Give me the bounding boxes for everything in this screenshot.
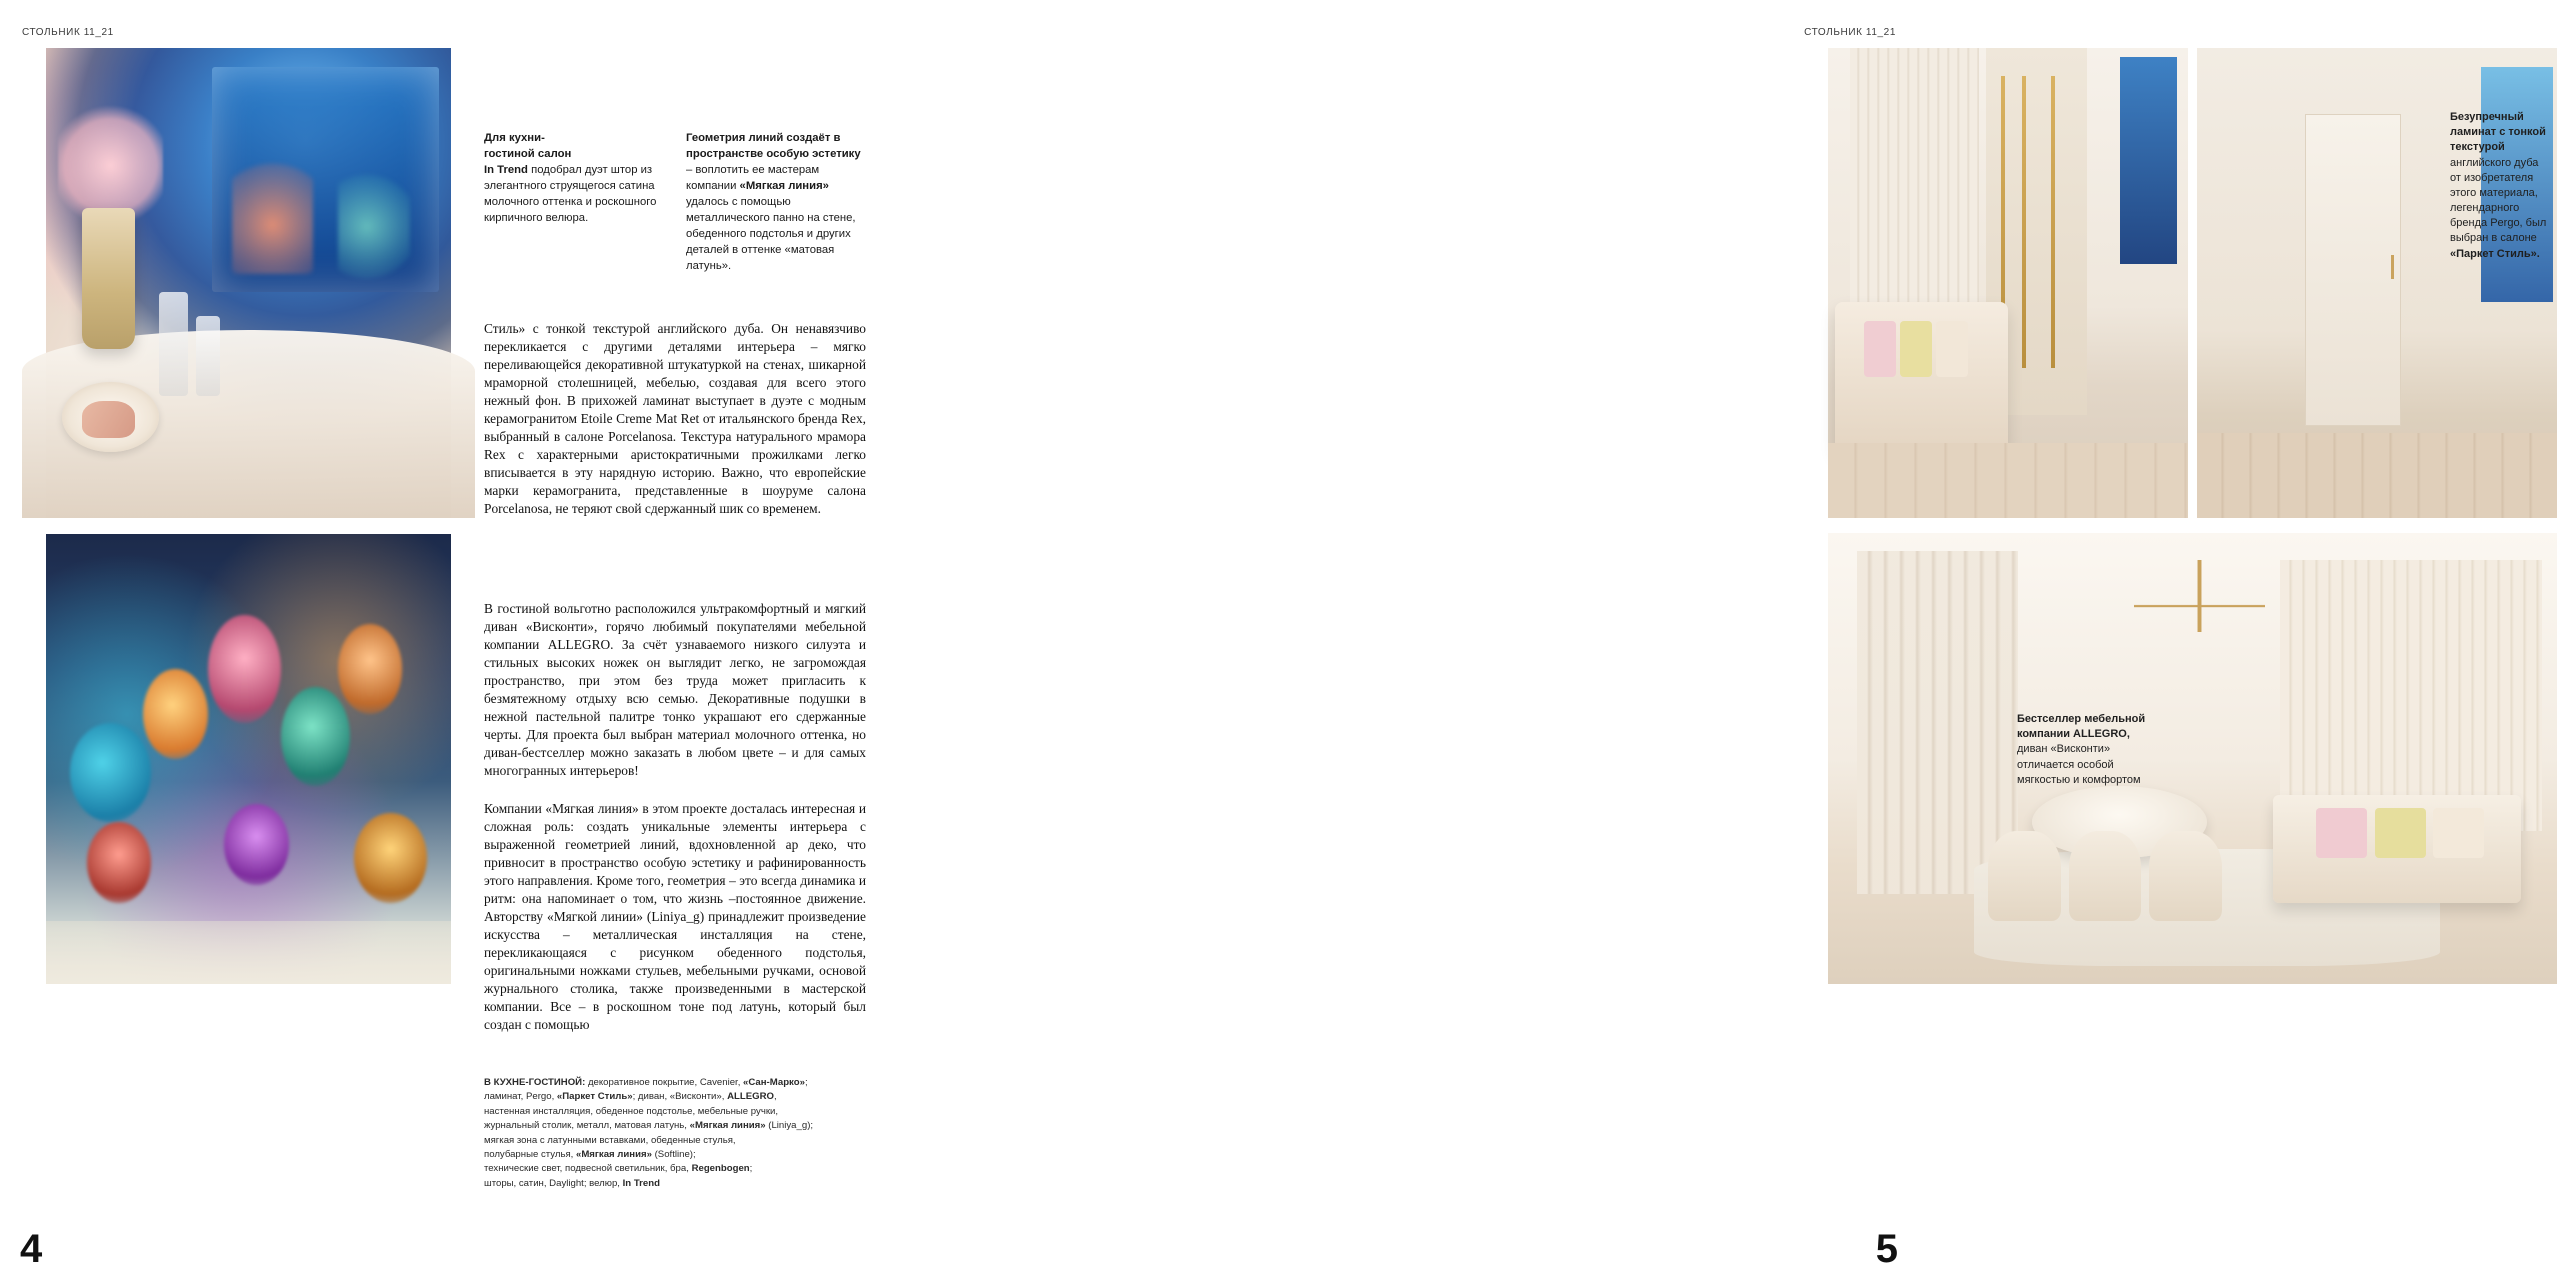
photo-dining-aquarium <box>46 48 451 518</box>
photo-living-wide <box>1828 533 2557 984</box>
credits-block: В КУХНЕ-ГОСТИНОЙ: декоративное покрытие, Cavenier, «Сан-Марко»; ламинат, Pergo, «Паркет Стиль»; диван, «Висконти», ALLEGRO, настенная инсталляция, обеденное подстолье, мебельные ручки, журнальный столик, металл, матовая латунь, «Мягкая линия» (Liniya_g); мягкая зона с латунными вставками, обеденные стулья, полубарные стулья, «Мягкая линия» (Softline); технические свет, подвесной светильник, бра, Regenbogen; шторы, сатин, Daylight; велюр, In Trend <box>484 1077 814 1189</box>
body-paragraph-3: Компании «Мягкая линия» в этом проекте досталась интересная и сложная роль: создать уникальные элементы интерьера с выраженной геометрией линий, вдохновленной ар деко, что привносит в пространство особую эстетику и рафинированность этого направления. Кроме того, геометрия – это всегда динамика и ритм: она напоминает о том, что жизнь –постоянное движение. Авторству «Мягкой линии» (Liniya_g) принадлежит произведение искусства – металлическая инсталляция на стене, перекликающаяся с рисунком обеденного подстолья, оригинальными ножками стульев, мебельными ручками, основой журнального столика, также произведенными в мастерской компании. Все – в роскошном тоне под латунь, который был создан с помощью <box>484 801 866 1033</box>
page-right <box>960 0 2547 1287</box>
intro-column-1: Для кухни- гостиной салон In Trend подобрал дуэт штор из элегантного струящегося сатина молочного оттенка и роскошного кирпичного велюра. <box>484 132 657 225</box>
intro-columns <box>484 130 866 274</box>
page-number-right: 5 <box>1875 1227 1898 1271</box>
caption-sofa: Бестселлер мебельной компании ALLEGRO, диван «Висконти» отличается особой мягкостью и комфортом <box>2017 713 2146 786</box>
body-paragraph-2: В гостиной вольготно расположился ультракомфортный и мягкий диван «Висконти», горячо любимый покупателями мебельной компании ALLEGRO. За счёт узнаваемого низкого силуэта и стильных высоких ножек он выглядит легко, не загромождая пространство, при этом без труда может пригласить к безмятежному отдыху всю семью. Декоративные подушки в нежной пастельной палитре тонко украшают его сдержанные черты. Для проекта был выбран материал молочного оттенка, но диван-бестселлер можно заказать в любом цвете – и для самых многогранных интерьеров! <box>484 601 866 779</box>
body-paragraph-1: Стиль» с тонкой текстурой английского дуба. Он ненавязчиво перекликается с другими деталями интерьера – мягко переливающейся декоративной штукатуркой на стенах, шикарной мраморной столешницей, мебелью, создавая для всего этого нежный фон. В прихожей ламинат выступает в дуэте с модным керамогранитом Etoile Creme Mat Ret от итальянского бренда Rex, выбранный в салоне Porcelanosa. Текстура натурального мрамора Rex с характерными аристократичными прожилками легко вписывается в эту нарядную историю. Важно, что европейские марки керамогранита, представленные в шоуруме салона Porcelanosa, не теряют свой сдержанный шик со временем. <box>484 321 866 517</box>
running-head-right: СТОЛЬНИК 11_21 <box>1804 27 1896 38</box>
caption-laminate: Безупречный ламинат с тонкой текстурой английского дуба от изобретателя этого материала, легендарного бренда Pergo, был выбран в салоне «Паркет Стиль». <box>2450 111 2547 260</box>
intro-column-2: Геометрия линий создаёт в пространстве особую эстетику – воплотить ее мастерам компании «Мягкая линия» удалось с помощью металлического панно на стене, обеденного подстолья и других деталей в оттенке «матовая латунь». <box>686 132 861 273</box>
photo-reef <box>46 534 451 984</box>
running-head-left: СТОЛЬНИК 11_21 <box>22 27 114 38</box>
photo-living-sofa <box>1828 48 2188 518</box>
page-number-left: 4 <box>20 1227 43 1271</box>
page-left <box>0 0 960 1287</box>
